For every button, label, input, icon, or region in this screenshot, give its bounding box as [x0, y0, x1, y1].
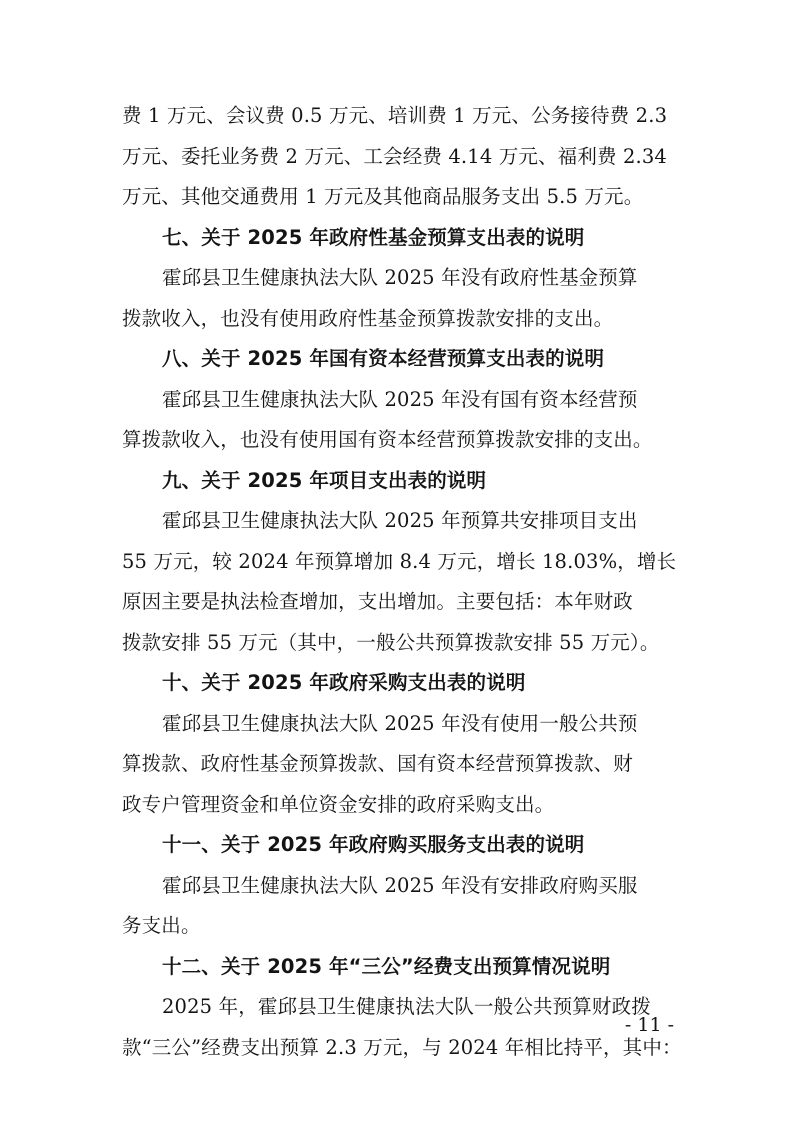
body-text-line: 霍邱县卫生健康执法大队 2025 年没有安排政府购买服 — [162, 873, 638, 897]
section-heading: 七、关于 2025 年政府性基金预算支出表的说明 — [162, 225, 585, 249]
document-body — [122, 96, 684, 1068]
body-text-line: 霍邱县卫生健康执法大队 2025 年没有政府性基金预算 — [162, 266, 638, 289]
body-text-line: 2025 年，霍邱县卫生健康执法大队一般公共预算财政拨 — [162, 995, 651, 1018]
section-heading: 十一、关于 2025 年政府购买服务支出表的说明 — [162, 833, 585, 856]
body-text-line: 务支出。 — [122, 914, 201, 937]
body-text-line: 霍邱县卫生健康执法大队 2025 年没有国有资本经营预 — [162, 387, 638, 411]
body-text-line: 算拨款、政府性基金预算拨款、国有资本经营预算拨款、财 — [122, 752, 633, 775]
body-text-line: 55 万元，较 2024 年预算增加 8.4 万元，增长 18.03%，增长 — [122, 549, 677, 573]
body-text-line: 万元、委托业务费 2 万元、工会经费 4.14 万元、福利费 2.34 — [122, 144, 667, 168]
body-text-line: 霍邱县卫生健康执法大队 2025 年预算共安排项目支出 — [162, 509, 638, 532]
body-text-line: 拨款安排 55 万元（其中，一般公共预算拨款安排 55 万元）。 — [122, 630, 660, 654]
section-heading: 十、关于 2025 年政府采购支出表的说明 — [162, 671, 526, 694]
body-text-line: 费 1 万元、会议费 0.5 万元、培训费 1 万元、公务接待费 2.3 — [122, 104, 668, 127]
section-heading: 十二、关于 2025 年“三公”经费支出预算情况说明 — [162, 954, 611, 978]
body-text-line: 原因主要是执法检查增加，支出增加。主要包括：本年财政 — [122, 590, 633, 613]
body-text-line: 拨款收入，也没有使用政府性基金预算拨款安排的支出。 — [122, 306, 614, 330]
body-text-line: 款“三公”经费支出预算 2.3 万元，与 2024 年相比持平，其中： — [122, 1035, 682, 1059]
body-text-line: 万元、其他交通费用 1 万元及其他商品服务支出 5.5 万元。 — [122, 185, 644, 208]
section-heading: 八、关于 2025 年国有资本经营预算支出表的说明 — [162, 347, 605, 370]
body-text-line: 算拨款收入，也没有使用国有资本经营预算拨款安排的支出。 — [122, 428, 653, 451]
section-heading: 九、关于 2025 年项目支出表的说明 — [162, 468, 487, 492]
body-text-line: 霍邱县卫生健康执法大队 2025 年没有使用一般公共预 — [162, 711, 638, 735]
body-text-line: 政专户管理资金和单位资金安排的政府采购支出。 — [122, 792, 555, 816]
page-number: - 11 - — [624, 1014, 674, 1036]
